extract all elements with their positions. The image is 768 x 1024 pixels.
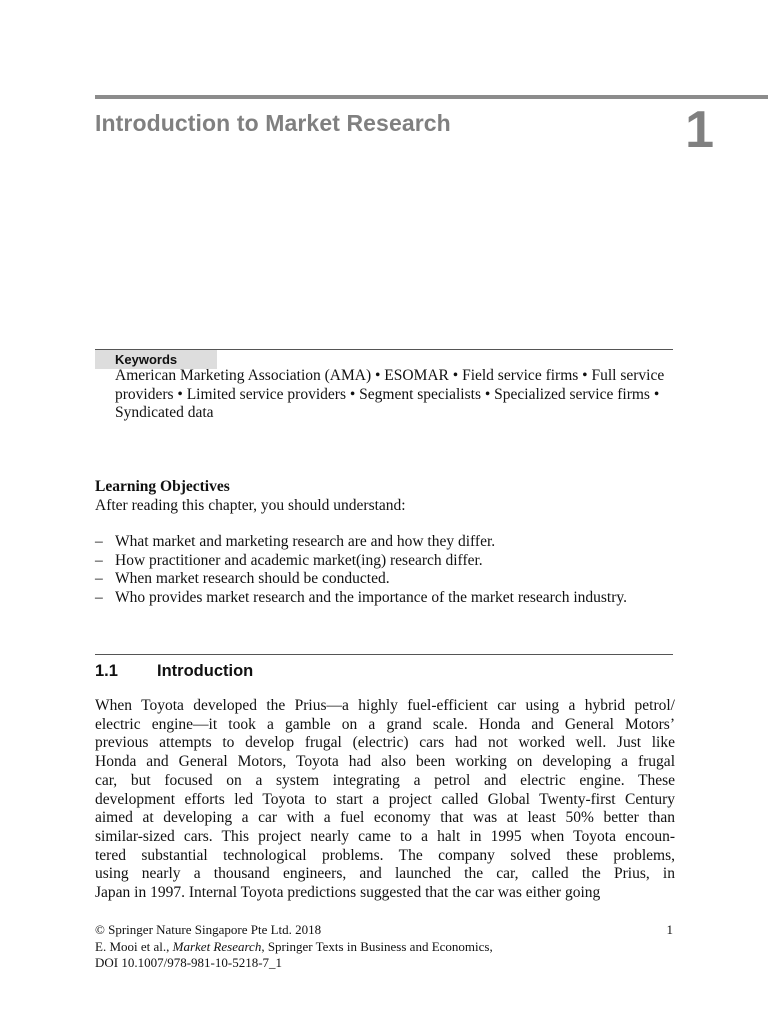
page-number: 1	[666, 922, 673, 937]
list-item-text: When market research should be conducted.	[115, 570, 390, 588]
list-item	[95, 533, 675, 552]
section-rule	[95, 654, 673, 655]
body-line: Honda and General Motors, Toyota had also been working on developing a frugal	[95, 753, 675, 771]
chapter-top-rule	[95, 95, 768, 99]
body-line: When Toyota developed the Prius—a highly fuel-efficient car using a hybrid petrol/	[95, 697, 675, 714]
body-line: development efforts led Toyota to start a project called Global Twenty-first Century	[95, 790, 675, 808]
learning-objectives-heading: Learning Objectives	[95, 478, 230, 495]
list-item	[95, 552, 675, 571]
keywords-text: American Marketing Association (AMA) • ESOMAR • Field service firms • Full service providers • Limited service providers • Segment specialists • Specialized service firms • Syndicated data	[115, 367, 665, 422]
section-title: Introduction	[157, 662, 254, 680]
citation-rest: , Springer Texts in Business and Economics,	[261, 938, 493, 954]
dash-bullet: –	[95, 570, 103, 588]
section-number: 1.1	[95, 662, 118, 680]
learning-objectives-intro: After reading this chapter, you should understand:	[95, 497, 406, 514]
doi-line: DOI 10.1007/978-981-10-5218-7_1	[95, 955, 283, 970]
list-item-text: How practitioner and academic market(ing) research differ.	[115, 551, 483, 569]
list-item-text: Who provides market research and the importance of the market research industry.	[115, 589, 628, 607]
body-line: similar-sized cars. This project nearly came to a halt in 1995 when Toyota encoun-	[95, 827, 675, 845]
citation-authors: E. Mooi et al.,	[95, 938, 173, 954]
body-line: electric engine—it took a gamble on a grand scale. Honda and General Motors’	[95, 715, 675, 733]
chapter-number: 1	[685, 101, 714, 159]
body-line: tered substantial technological problems. The company solved these problems,	[95, 846, 675, 864]
copyright-line: © Springer Nature Singapore Pte Ltd. 2018	[95, 922, 322, 937]
body-line: using nearly a thousand engineers, and launched the car, called the Prius, in	[95, 865, 675, 883]
body-line: Japan in 1997. Internal Toyota predictions suggested that the car was either going	[95, 884, 601, 902]
body-line: aimed at developing a car with a fuel economy that was at least 50% better than	[95, 809, 675, 827]
learning-objectives-list	[95, 533, 675, 608]
citation-book-title: Market Research	[172, 938, 262, 954]
dash-bullet: –	[95, 533, 103, 550]
list-item	[95, 570, 675, 589]
chapter-title: Introduction to Market Research	[95, 110, 451, 136]
page-footer	[95, 922, 673, 972]
keywords-heading: Keywords	[115, 352, 178, 367]
list-item-text: What market and marketing research are and how they differ.	[115, 533, 496, 550]
body-paragraph	[95, 697, 675, 903]
citation-line	[95, 939, 673, 956]
body-line: car, but focused on a system integrating a petrol and electric engine. These	[95, 771, 675, 789]
dash-bullet: –	[95, 551, 103, 569]
list-item	[95, 589, 675, 608]
dash-bullet: –	[95, 589, 103, 607]
body-line: previous attempts to develop frugal (electric) cars had not worked well. Just like	[95, 734, 675, 752]
